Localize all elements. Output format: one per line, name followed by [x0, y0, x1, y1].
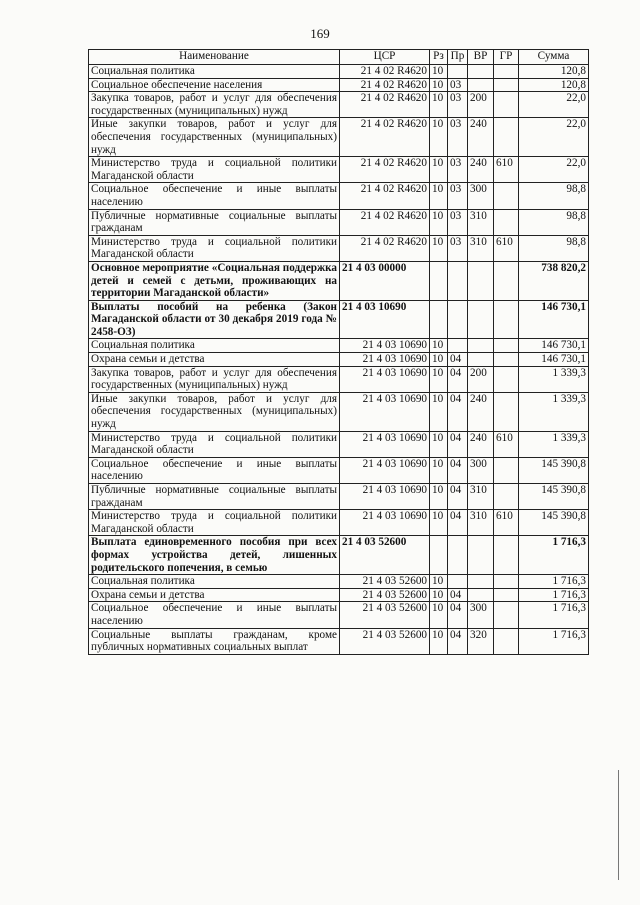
cell-rz: 10: [430, 628, 448, 654]
cell-gr: 610: [494, 235, 519, 261]
cell-vr: 310: [468, 484, 494, 510]
cell-gr: [494, 92, 519, 118]
cell-csr: 21 4 03 52600: [340, 588, 430, 602]
table-row: [89, 353, 589, 367]
cell-sum: 22,0: [519, 118, 589, 157]
cell-rz: 10: [430, 235, 448, 261]
table-row: [89, 235, 589, 261]
cell-csr: 21 4 02 R4620: [340, 235, 430, 261]
cell-sum: 1 716,3: [519, 628, 589, 654]
header-rz: Рз: [430, 50, 448, 65]
cell-rz: 10: [430, 431, 448, 457]
cell-csr: 21 4 03 52600: [340, 575, 430, 589]
table-row: [89, 510, 589, 536]
cell-pr: [448, 339, 468, 353]
cell-name: Министерство труда и социальной политики Магаданской области: [89, 157, 340, 183]
cell-vr: 310: [468, 209, 494, 235]
cell-rz: 10: [430, 339, 448, 353]
table-row: [89, 392, 589, 431]
cell-name: Охрана семьи и детства: [89, 353, 340, 367]
cell-gr: [494, 366, 519, 392]
table-row-section: [89, 261, 589, 300]
cell-csr: 21 4 03 10690: [340, 510, 430, 536]
cell-rz: 10: [430, 157, 448, 183]
cell-csr: 21 4 03 10690: [340, 339, 430, 353]
cell-pr: 04: [448, 431, 468, 457]
cell-vr: 240: [468, 392, 494, 431]
table-row: [89, 628, 589, 654]
table-row: [89, 209, 589, 235]
table-row: [89, 457, 589, 483]
cell-sum: 145 390,8: [519, 510, 589, 536]
cell-name: Социальная политика: [89, 575, 340, 589]
cell-name: Закупка товаров, работ и услуг для обеспечения государственных (муниципальных) нужд: [89, 92, 340, 118]
cell-rz: 10: [430, 92, 448, 118]
cell-rz: 10: [430, 353, 448, 367]
cell-pr: 03: [448, 78, 468, 92]
cell-sum: 98,8: [519, 209, 589, 235]
table-row: [89, 65, 589, 79]
cell-pr: 03: [448, 183, 468, 209]
table-row: [89, 78, 589, 92]
cell-name: Иные закупки товаров, работ и услуг для обеспечения государственных (муниципальных) нужд: [89, 392, 340, 431]
cell-csr: 21 4 03 52600: [340, 602, 430, 628]
cell-name: Социальная политика: [89, 339, 340, 353]
cell-gr: [494, 602, 519, 628]
cell-pr: [448, 261, 468, 300]
cell-vr: 240: [468, 157, 494, 183]
cell-sum: 146 730,1: [519, 339, 589, 353]
cell-gr: [494, 261, 519, 300]
cell-pr: 04: [448, 484, 468, 510]
cell-gr: [494, 183, 519, 209]
cell-pr: 04: [448, 628, 468, 654]
cell-pr: 04: [448, 366, 468, 392]
cell-name: Охрана семьи и детства: [89, 588, 340, 602]
cell-gr: [494, 392, 519, 431]
cell-sum: 120,8: [519, 65, 589, 79]
cell-gr: [494, 353, 519, 367]
cell-gr: [494, 588, 519, 602]
cell-name: Иные закупки товаров, работ и услуг для обеспечения государственных (муниципальных) нужд: [89, 118, 340, 157]
table-row-section: [89, 300, 589, 339]
table-row: [89, 431, 589, 457]
table-row: [89, 575, 589, 589]
cell-name: Выплата единовременного пособия при всех формах устройства детей, лишенных родительского попечения, в семью: [89, 536, 340, 575]
cell-vr: [468, 536, 494, 575]
cell-sum: 146 730,1: [519, 300, 589, 339]
cell-name: Министерство труда и социальной политики Магаданской области: [89, 431, 340, 457]
cell-csr: 21 4 02 R4620: [340, 92, 430, 118]
cell-sum: 1 339,3: [519, 431, 589, 457]
cell-pr: 03: [448, 92, 468, 118]
header-row: [89, 50, 589, 65]
cell-vr: [468, 78, 494, 92]
cell-gr: [494, 209, 519, 235]
cell-sum: 98,8: [519, 183, 589, 209]
cell-pr: [448, 575, 468, 589]
cell-rz: 10: [430, 209, 448, 235]
cell-name: Публичные нормативные социальные выплаты гражданам: [89, 484, 340, 510]
cell-rz: 10: [430, 575, 448, 589]
table-row: [89, 157, 589, 183]
cell-csr: 21 4 02 R4620: [340, 157, 430, 183]
cell-sum: 1 716,3: [519, 536, 589, 575]
cell-name: Выплаты пособий на ребенка (Закон Магаданской области от 30 декабря 2019 года № 2458-ОЗ): [89, 300, 340, 339]
cell-rz: 10: [430, 510, 448, 536]
table-body: [89, 65, 589, 655]
cell-rz: 10: [430, 118, 448, 157]
cell-rz: [430, 261, 448, 300]
cell-pr: 04: [448, 457, 468, 483]
cell-csr: 21 4 03 00000: [340, 261, 430, 300]
header-name: Наименование: [89, 50, 340, 65]
cell-pr: [448, 65, 468, 79]
cell-sum: 145 390,8: [519, 457, 589, 483]
cell-csr: 21 4 03 10690: [340, 300, 430, 339]
cell-csr: 21 4 03 10690: [340, 366, 430, 392]
cell-pr: 04: [448, 353, 468, 367]
budget-table: [88, 49, 589, 655]
header-csr: ЦСР: [340, 50, 430, 65]
cell-vr: 200: [468, 366, 494, 392]
cell-sum: 1 716,3: [519, 602, 589, 628]
cell-vr: 310: [468, 235, 494, 261]
cell-rz: [430, 536, 448, 575]
cell-pr: 04: [448, 588, 468, 602]
cell-gr: [494, 339, 519, 353]
cell-rz: 10: [430, 588, 448, 602]
cell-vr: 240: [468, 118, 494, 157]
table-row: [89, 588, 589, 602]
table-row: [89, 92, 589, 118]
cell-name: Социальные выплаты гражданам, кроме публичных нормативных социальных выплат: [89, 628, 340, 654]
cell-sum: 22,0: [519, 157, 589, 183]
table-row: [89, 484, 589, 510]
cell-rz: 10: [430, 602, 448, 628]
cell-vr: [468, 300, 494, 339]
header-sum: Сумма: [519, 50, 589, 65]
cell-name: Социальное обеспечение и иные выплаты населению: [89, 602, 340, 628]
cell-name: Публичные нормативные социальные выплаты гражданам: [89, 209, 340, 235]
cell-rz: 10: [430, 457, 448, 483]
cell-sum: 1 716,3: [519, 575, 589, 589]
cell-vr: 300: [468, 183, 494, 209]
cell-rz: 10: [430, 392, 448, 431]
cell-csr: 21 4 03 10690: [340, 431, 430, 457]
cell-vr: [468, 339, 494, 353]
table-row: [89, 366, 589, 392]
cell-csr: 21 4 03 10690: [340, 457, 430, 483]
cell-name: Социальная политика: [89, 65, 340, 79]
cell-vr: [468, 261, 494, 300]
cell-pr: 04: [448, 392, 468, 431]
cell-pr: 03: [448, 118, 468, 157]
cell-pr: [448, 300, 468, 339]
cell-gr: [494, 457, 519, 483]
cell-vr: 200: [468, 92, 494, 118]
cell-vr: [468, 588, 494, 602]
cell-vr: 310: [468, 510, 494, 536]
table-row: [89, 118, 589, 157]
cell-sum: 98,8: [519, 235, 589, 261]
cell-gr: [494, 118, 519, 157]
cell-csr: 21 4 02 R4620: [340, 209, 430, 235]
cell-rz: 10: [430, 366, 448, 392]
cell-pr: 03: [448, 235, 468, 261]
table-row: [89, 183, 589, 209]
header-pr: Пр: [448, 50, 468, 65]
cell-vr: 320: [468, 628, 494, 654]
cell-rz: 10: [430, 484, 448, 510]
cell-rz: 10: [430, 183, 448, 209]
cell-name: Министерство труда и социальной политики Магаданской области: [89, 510, 340, 536]
cell-pr: 03: [448, 209, 468, 235]
cell-csr: 21 4 03 10690: [340, 353, 430, 367]
cell-csr: 21 4 02 R4620: [340, 78, 430, 92]
cell-rz: 10: [430, 78, 448, 92]
cell-sum: 146 730,1: [519, 353, 589, 367]
cell-sum: 1 339,3: [519, 392, 589, 431]
scan-margin-line: [618, 770, 619, 880]
cell-vr: [468, 575, 494, 589]
table-row: [89, 602, 589, 628]
cell-vr: 300: [468, 602, 494, 628]
header-vr: ВР: [468, 50, 494, 65]
cell-csr: 21 4 03 10690: [340, 392, 430, 431]
cell-gr: [494, 65, 519, 79]
cell-gr: [494, 628, 519, 654]
cell-gr: [494, 78, 519, 92]
cell-pr: 03: [448, 157, 468, 183]
cell-gr: [494, 484, 519, 510]
cell-name: Социальное обеспечение и иные выплаты населению: [89, 183, 340, 209]
cell-vr: [468, 353, 494, 367]
cell-rz: 10: [430, 65, 448, 79]
cell-pr: 04: [448, 602, 468, 628]
cell-vr: 240: [468, 431, 494, 457]
cell-gr: 610: [494, 510, 519, 536]
cell-pr: 04: [448, 510, 468, 536]
cell-vr: [468, 65, 494, 79]
cell-rz: [430, 300, 448, 339]
cell-name: Закупка товаров, работ и услуг для обеспечения государственных (муниципальных) нужд: [89, 366, 340, 392]
cell-sum: 22,0: [519, 92, 589, 118]
cell-csr: 21 4 02 R4620: [340, 65, 430, 79]
table-header: [89, 50, 589, 65]
cell-gr: [494, 536, 519, 575]
cell-gr: [494, 575, 519, 589]
page-number: 169: [310, 26, 330, 41]
table-row-section: [89, 536, 589, 575]
cell-sum: 1 716,3: [519, 588, 589, 602]
cell-gr: [494, 300, 519, 339]
cell-csr: 21 4 03 52600: [340, 536, 430, 575]
cell-sum: 738 820,2: [519, 261, 589, 300]
cell-csr: 21 4 02 R4620: [340, 118, 430, 157]
cell-gr: 610: [494, 157, 519, 183]
cell-name: Социальное обеспечение населения: [89, 78, 340, 92]
cell-csr: 21 4 03 10690: [340, 484, 430, 510]
cell-gr: 610: [494, 431, 519, 457]
cell-name: Министерство труда и социальной политики Магаданской области: [89, 235, 340, 261]
cell-csr: 21 4 03 52600: [340, 628, 430, 654]
cell-sum: 120,8: [519, 78, 589, 92]
table-row: [89, 339, 589, 353]
header-gr: ГР: [494, 50, 519, 65]
cell-vr: 300: [468, 457, 494, 483]
cell-sum: 145 390,8: [519, 484, 589, 510]
cell-pr: [448, 536, 468, 575]
cell-name: Основное мероприятие «Социальная поддержка детей и семей с детьми, проживающих на территории Магаданской области»: [89, 261, 340, 300]
cell-sum: 1 339,3: [519, 366, 589, 392]
cell-csr: 21 4 02 R4620: [340, 183, 430, 209]
cell-name: Социальное обеспечение и иные выплаты населению: [89, 457, 340, 483]
